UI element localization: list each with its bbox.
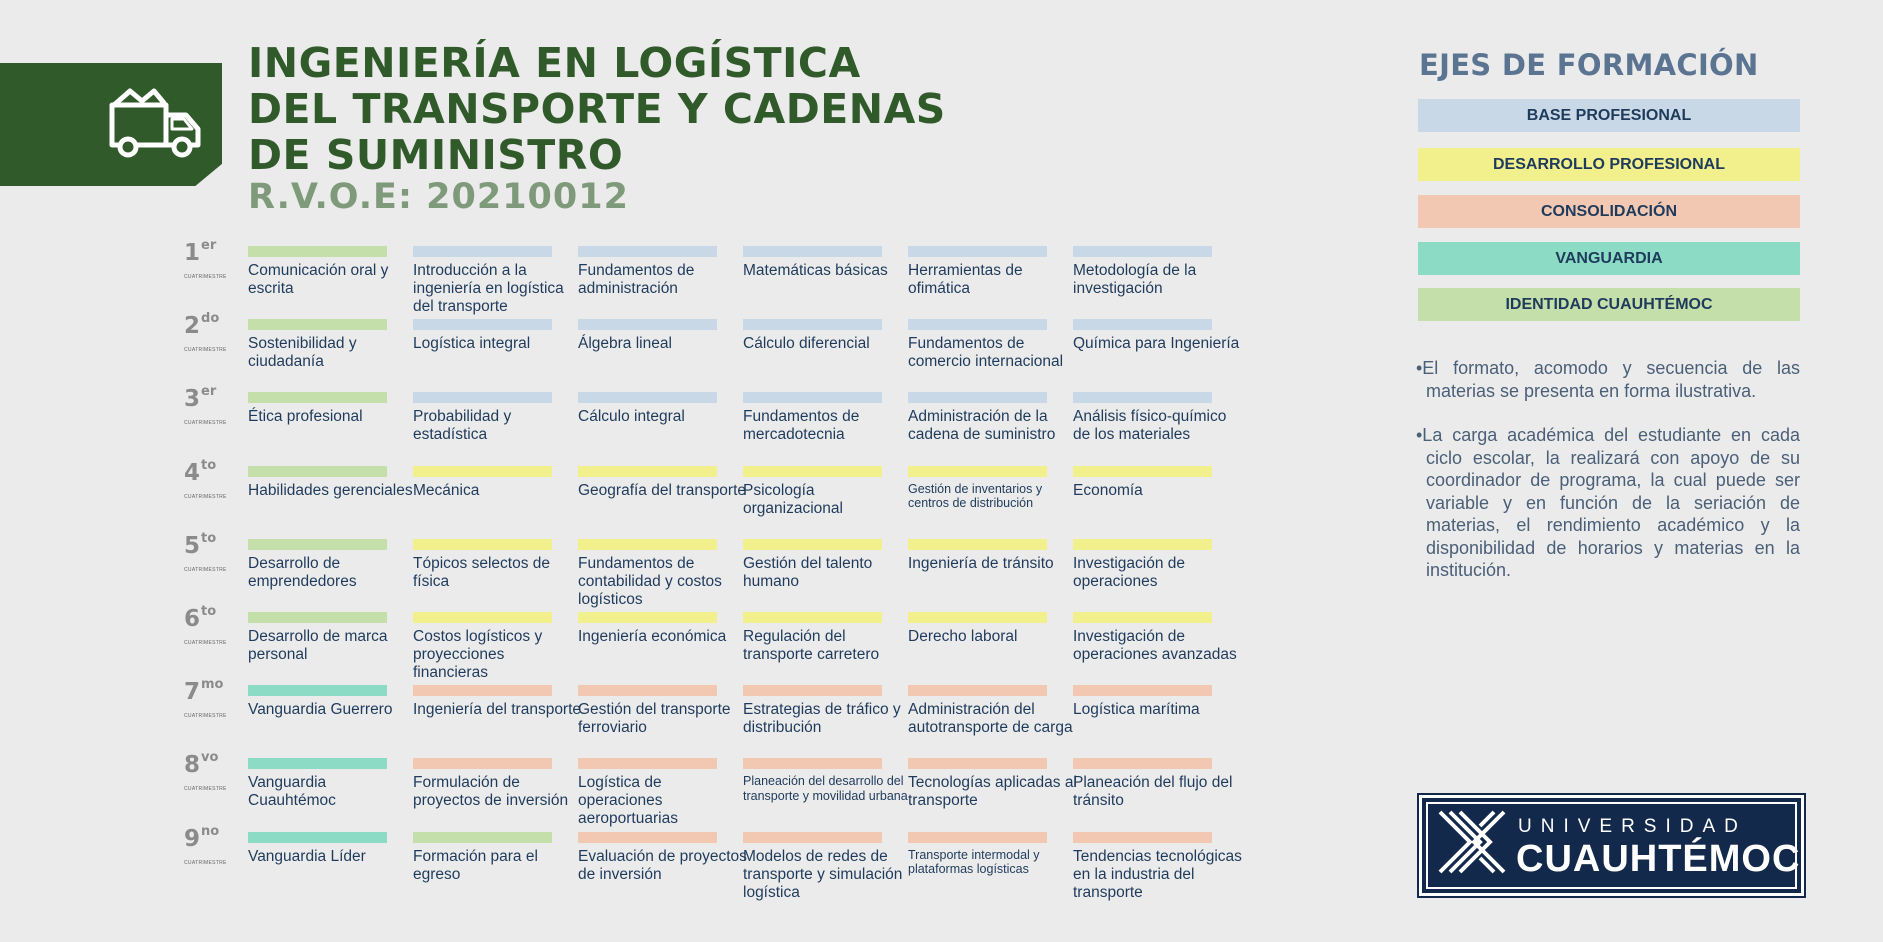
subject-cell [248,685,418,719]
term-number [184,530,217,559]
subject-name: Costos logísticos y proyecciones financieras [413,628,543,681]
term-number-suffix: to [201,530,217,546]
subject-cell [578,539,748,609]
subject-cell [1073,758,1243,810]
term-label: CUATRIMESTRE [184,274,227,280]
term-number-suffix: er [201,238,217,253]
subject-name: Habilidades gerenciales [248,481,413,499]
subject-cell [248,612,418,664]
subject-cell [743,685,913,737]
term-label: CUATRIMESTRE [184,786,227,793]
term-label: CUATRIMESTRE [184,566,227,573]
subject-cell [908,832,1078,877]
title-line: INGENIERÍA EN LOGÍSTICA [248,39,861,87]
term-number-value: 4 [184,459,201,486]
axis-color-bar [578,758,717,769]
subject-name: Desarrollo de emprendedores [248,554,357,590]
term-number-value: 2 [184,313,201,340]
axis-color-bar [578,392,717,403]
axis-color-bar [743,466,882,477]
subject-cell [248,758,418,810]
subject-name: Planeación del desarrollo del transporte y movilidad urbana [743,774,908,803]
axis-color-bar [248,612,387,623]
subject-cell [578,392,748,426]
axis-color-bar [1073,832,1212,843]
subject-name: Álgebra lineal [578,335,672,353]
axis-color-bar [413,832,552,843]
term-number-suffix: mo [201,677,224,693]
term-label: CUATRIMESTRE [184,859,227,866]
logo-text-universidad: UNIVERSIDAD [1518,816,1747,837]
subject-name: Vanguardia Cuauhtémoc [248,774,336,810]
axis-color-bar [413,392,552,403]
axis-color-bar [248,466,387,477]
subject-name: Transporte intermodal y plataformas logísticas [908,847,1040,877]
subject-name: Cálculo diferencial [743,335,870,353]
subject-name: Tendencias tecnológicas en la industria del transporte [1073,847,1242,901]
subject-cell [1073,832,1243,902]
subject-name: Fundamentos de contabilidad y costos logísticos [578,554,722,608]
subject-name: Formulación de proyectos de inversión [413,774,569,810]
term-label: CUATRIMESTRE [184,420,227,427]
subject-name: Administración del autotransporte de carga [908,701,1073,737]
subject-name: Tópicos selectos de física [413,554,550,590]
axis-color-bar [743,246,882,257]
term-row [0,457,1300,536]
subject-cell [248,392,418,426]
subject-name: Investigación de operaciones [1073,554,1186,590]
term-row [0,238,1300,316]
subject-cell [413,319,583,353]
subject-cell [1073,685,1243,719]
axis-color-bar [743,539,882,550]
axis-color-bar [1073,246,1212,257]
logo-text-cuauhtemoc: CUAUHTÉMOC [1516,838,1801,880]
axis-color-bar [413,466,552,477]
subject-name: Tecnologías aplicadas al transporte [908,774,1077,810]
term-number-value: 5 [184,532,201,559]
axis-color-bar [248,685,387,696]
axis-color-bar [743,319,882,330]
subject-name: Administración de la cadena de suministro [908,408,1056,444]
axis-color-bar [1073,758,1212,769]
subject-name: Evaluación de proyectos de inversión [578,847,747,883]
subject-cell [1073,539,1243,591]
axis-color-bar [908,758,1047,769]
axis-color-bar [1073,392,1212,403]
subject-name: Geografía del transporte [578,481,747,499]
subject-name: Análisis físico-químico de los materiales [1073,408,1227,444]
subject-cell [248,539,418,591]
legend-item-desarrollo: DESARROLLO PROFESIONAL [1418,148,1800,181]
subject-name: Cálculo integral [578,408,685,426]
term-number [184,606,216,632]
subject-cell [908,319,1078,371]
term-number-value: 1 [184,240,201,266]
subject-cell [1073,466,1243,500]
subject-name: Vanguardia Líder [248,847,366,865]
subject-cell [1073,319,1243,353]
term-number [184,752,218,778]
axis-color-bar [908,466,1047,477]
axis-color-bar [1073,319,1212,330]
subject-name: Fundamentos de mercadotecnia [743,408,860,444]
subject-name: Investigación de operaciones avanzadas [1073,628,1237,663]
subject-name: Vanguardia Guerrero [248,701,393,719]
subject-cell [578,758,748,828]
subject-name: Gestión del talento humano [743,554,873,590]
axis-color-bar [743,758,882,769]
title-line: DE SUMINISTRO [248,131,624,179]
term-label: CUATRIMESTRE [184,640,227,646]
axis-color-bar [413,685,552,696]
axis-color-bar [413,539,552,550]
term-number [184,386,216,412]
subject-cell [413,539,583,591]
axis-color-bar [578,539,717,550]
notes [1416,357,1800,604]
subject-cell [1073,246,1243,298]
university-emblem-icon [1436,808,1508,876]
subject-cell [413,612,583,682]
subject-name: Logística marítima [1073,701,1200,719]
subject-name: Psicología organizacional [743,481,843,517]
subject-cell [908,685,1078,737]
subject-cell [743,392,913,444]
term-label: CUATRIMESTRE [184,493,227,500]
term-number [184,823,220,852]
term-number-value: 7 [184,679,201,706]
axis-color-bar [908,539,1047,550]
term-label: CUATRIMESTRE [184,713,227,720]
subject-name: Mecánica [413,481,480,499]
subject-cell [743,612,913,664]
term-number-value: 8 [184,752,201,779]
legend-item-vanguardia: VANGUARDIA [1418,242,1800,275]
ejes-title: EJES DE FORMACIÓN [1419,48,1759,82]
axis-color-bar [908,832,1047,843]
axis-color-bar [908,612,1047,623]
axis-color-bar [578,685,717,696]
title-line: DEL TRANSPORTE Y CADENAS [248,85,946,133]
subject-name: Química para Ingeniería [1073,335,1240,353]
axis-color-bar [908,685,1047,696]
subject-cell [578,246,748,298]
subject-cell [908,392,1078,444]
subject-cell [578,466,748,500]
term-number-suffix: er [201,384,217,400]
subject-name: Introducción a la ingeniería en logística del transporte [413,262,564,315]
term-number [184,457,217,486]
axis-color-bar [413,246,552,257]
subject-name: Ética profesional [248,408,363,426]
subject-cell [248,466,418,500]
subject-name: Economía [1073,481,1143,499]
subject-cell [743,832,913,902]
subject-name: Sostenibilidad y ciudadanía [248,335,357,371]
term-number-value: 6 [184,606,201,632]
term-row [0,311,1300,389]
subject-cell [908,758,1078,810]
axis-color-bar [743,685,882,696]
subject-name: Estrategias de tráfico y distribución [743,701,901,737]
axis-color-bar [578,612,717,623]
subject-cell [578,319,748,353]
axis-color-bar [908,246,1047,257]
axis-color-bar [248,832,387,843]
note: •El formato, acomodo y secuencia de las materias se presenta en forma ilustrativa. [1416,358,1800,401]
subject-name: Comunicación oral y escrita [248,262,389,297]
university-logo [1419,795,1804,896]
subject-cell [743,466,913,518]
term-number-suffix: to [201,604,217,619]
legend-item-identidad: IDENTIDAD CUAUHTÉMOC [1418,288,1800,321]
subject-cell [248,319,418,371]
subject-name: Metodología de la investigación [1073,262,1197,297]
axis-color-bar [248,539,387,550]
axis-color-bar [743,392,882,403]
subject-cell [908,466,1078,511]
subject-cell [413,832,583,884]
subject-name: Modelos de redes de transporte y simulación logística [743,847,903,901]
subject-name: Regulación del transporte carretero [743,628,880,663]
subject-cell [743,246,913,280]
subject-cell [743,319,913,353]
axis-color-bar [1073,612,1212,623]
term-number [184,679,224,705]
axis-color-bar [248,319,387,330]
rvoe-code: R.V.O.E: 20210012 [248,177,629,217]
subject-name: Ingeniería de tránsito [908,554,1054,572]
axis-color-bar [248,246,387,257]
term-row [0,823,1300,902]
term-number [184,313,219,339]
legend-item-base: BASE PROFESIONAL [1418,99,1800,132]
subject-cell [578,612,748,646]
legend-item-consolidacion: CONSOLIDACIÓN [1418,195,1800,228]
axis-color-bar [908,319,1047,330]
subject-cell [578,832,748,884]
axis-color-bar [413,612,552,623]
term-row [0,677,1300,755]
subject-cell [413,466,583,500]
axis-color-bar [1073,466,1212,477]
term-row [0,750,1300,828]
subject-cell [413,758,583,810]
subject-cell [413,246,583,316]
subject-cell [743,758,913,803]
axis-color-bar [248,758,387,769]
subject-name: Matemáticas básicas [743,262,888,279]
subject-cell [578,685,748,737]
subject-cell [908,539,1078,573]
subject-cell [908,246,1078,298]
term-number [184,240,216,266]
axis-color-bar [413,758,552,769]
subject-cell [1073,392,1243,444]
subject-cell [1073,612,1243,664]
subject-name: Derecho laboral [908,628,1018,645]
axis-color-bar [1073,539,1212,550]
subject-cell [908,612,1078,646]
subject-cell [248,246,418,298]
axis-color-bar [1073,685,1212,696]
subject-name: Gestión del transporte ferroviario [578,701,731,737]
axis-color-bar [908,392,1047,403]
term-number-value: 3 [184,386,201,413]
subject-cell [413,685,583,719]
term-row [0,604,1300,682]
subject-name: Fundamentos de comercio internacional [908,335,1064,371]
axis-color-bar [743,612,882,623]
axis-color-bar [413,319,552,330]
header-banner [0,63,222,186]
term-label: CUATRIMESTRE [184,347,227,354]
axis-color-bar [578,466,717,477]
subject-name: Gestión de inventarios y centros de distribución [908,481,1043,511]
term-number-suffix: do [201,311,220,327]
term-number-suffix: vo [201,750,219,766]
subject-name: Logística de operaciones aeroportuarias [578,774,678,828]
axis-color-bar [578,246,717,257]
truck-icon [108,83,204,163]
subject-cell [413,392,583,444]
term-number-value: 9 [184,825,201,852]
subject-name: Probabilidad y estadística [413,408,512,444]
subject-name: Fundamentos de administración [578,262,695,297]
subject-name: Desarrollo de marca personal [248,628,388,663]
term-number-suffix: no [201,823,220,839]
term-row [0,384,1300,462]
axis-color-bar [248,392,387,403]
program-title [248,40,946,178]
term-number-suffix: to [201,457,217,473]
note: •La carga académica del estudiante en cada ciclo escolar, la realizará con apoyo de su coordinador de programa, la cual puede ser variable y en función de la seriación de materias, el rendimiento académico y la disponibilidad de horarios y materias en la institución. [1416,425,1800,580]
subject-cell [743,539,913,591]
subject-cell [248,832,418,866]
subject-name: Ingeniería económica [578,628,727,645]
subject-name: Ingeniería del transporte [413,701,582,719]
subject-name: Planeación del flujo del tránsito [1073,774,1233,810]
axis-color-bar [578,319,717,330]
subject-name: Formación para el egreso [413,847,538,883]
subject-name: Logística integral [413,335,531,353]
axis-color-bar [743,832,882,843]
axis-color-bar [578,832,717,843]
term-row [0,530,1300,609]
subject-name: Herramientas de ofimática [908,262,1023,297]
